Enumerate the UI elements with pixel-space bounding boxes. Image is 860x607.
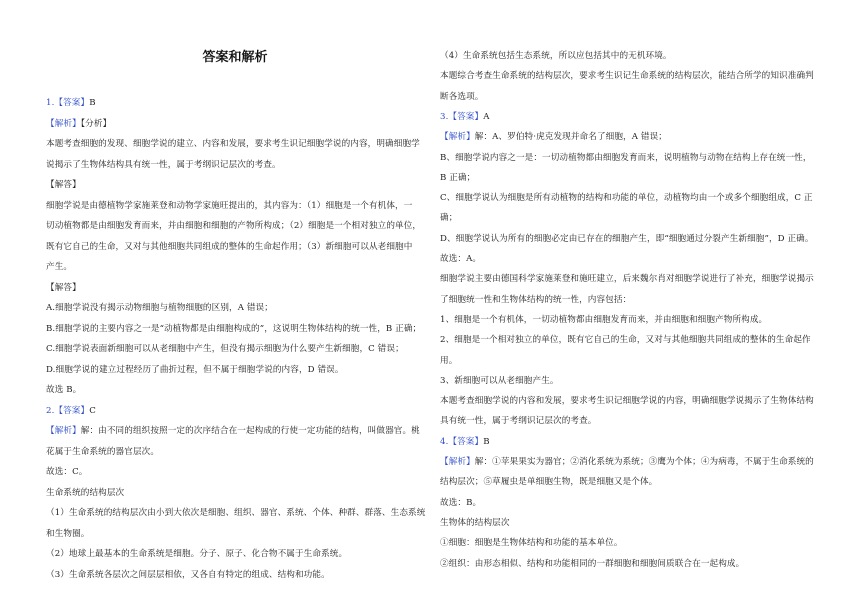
text-line <box>46 138 420 150</box>
line-text: 2、细胞是一个相对独立的单位，既有它自己的生命，又对与其他细胞共同组成的整体的生命起作 <box>440 335 811 346</box>
section-tag: 【答案】 <box>448 436 484 447</box>
text-line <box>46 384 81 396</box>
line-text: 结构层次；⑤草履虫是单细胞生物，既是细胞又是个体。 <box>440 477 658 488</box>
text-line <box>440 192 813 204</box>
section-tag: 【答案】 <box>54 405 90 416</box>
text-line <box>440 436 490 448</box>
text-line <box>440 476 657 488</box>
line-text: 故选：A。 <box>440 254 482 264</box>
text-line <box>440 537 623 549</box>
line-text: 故选 B。 <box>46 385 82 395</box>
text-line <box>46 405 96 417</box>
text-line <box>46 446 159 458</box>
line-text: C、细胞学说认为细胞是所有动植物的结构和功能的单位，动植物均由一个或多个细胞组成，C 正 <box>440 193 813 204</box>
text-line <box>46 569 330 581</box>
text-line <box>440 314 767 326</box>
text-line <box>440 517 510 529</box>
line-text: 既有它自己的生命，又对与其他细胞共同组成的整体的生命起作用；（3）新细胞可以从老细胞中 <box>46 241 413 252</box>
text-line <box>440 253 481 265</box>
text-line <box>440 111 490 123</box>
text-line <box>46 118 111 130</box>
page-title: 答案和解析 <box>202 50 268 65</box>
text-line <box>46 466 87 478</box>
text-line <box>46 200 412 212</box>
text-line <box>46 261 72 273</box>
question-number: 3. <box>440 111 449 122</box>
line-text: ①细胞：细胞是生物体结构和功能的基本单位。 <box>440 538 623 549</box>
line-text: （2）地球上最基本的生命系统是细胞。分子、原子、化合物不属于生命系统。 <box>46 549 348 559</box>
section-tag: 【答案】 <box>448 111 484 122</box>
text-line <box>440 70 814 82</box>
line-text: 和生物圈。 <box>46 528 90 539</box>
line-text: 具有统一性，属于考纲识记层次的考查。 <box>440 416 597 427</box>
line-text: 解：①苹果果实为器官；②消化系统为系统；③鹰为个体；④为病毒，不属于生命系统的 <box>474 457 814 467</box>
line-text: 花属于生命系统的器官层次。 <box>46 446 160 457</box>
line-text: 1、细胞是一个有机体，一切动植物都由细胞发育而来，并由细胞和细胞产物所构成。 <box>440 314 768 325</box>
line-text: B.细胞学说的主要内容之一是“动植物都是由细胞构成的”，这说明生物体结构的统一性，B 正确； <box>46 323 422 334</box>
line-text: D、细胞学说认为所有的细胞必定由已存在的细胞产生，即“细胞通过分裂产生新细胞”，D 正确。 <box>440 233 814 244</box>
line-text: C.细胞学说表面新细胞可以从老细胞中产生，但没有揭示细胞为什么要产生新细胞，C 错误； <box>46 344 404 354</box>
text-line <box>46 323 421 335</box>
text-line <box>440 50 672 62</box>
question-number: 2. <box>46 405 55 416</box>
line-text: 生物体的结构层次 <box>440 517 510 528</box>
question-number: 4. <box>440 436 449 447</box>
line-text: 确； <box>440 213 458 224</box>
text-line <box>46 97 96 109</box>
line-text: 【解答】 <box>46 180 81 190</box>
line-text: （3）生命系统各层次之间层层相依，又各自有特定的组成、结构和功能。 <box>46 569 330 580</box>
line-text: 【解答】 <box>46 282 81 293</box>
line-text: 细胞学说主要由德国科学家施莱登和施旺建立，后来魏尔肖对细胞学说进行了补充，细胞学说揭示 <box>440 274 814 285</box>
line-text: A <box>483 111 490 122</box>
line-text: 解：由不同的组织按照一定的次序结合在一起构成的行使一定功能的结构，叫做器官。桃 <box>80 426 420 436</box>
line-text: 本题综合考查生命系统的结构层次，要求考生识记生命系统的结构层次，能结合所学的知识准确判 <box>440 71 814 82</box>
line-text: 断各选项。 <box>440 91 484 102</box>
line-text: 【分析】 <box>80 118 112 129</box>
text-line <box>440 558 744 570</box>
text-line <box>440 172 475 184</box>
line-text: （1）生命系统的结构层次由小到大依次是细胞、组织、器官、系统、个体、种群、群落、生态系统 <box>46 508 426 518</box>
text-line <box>46 302 273 314</box>
line-text: 产生。 <box>46 262 73 272</box>
line-text: D.细胞学说的建立过程经历了曲折过程，但不属于细胞学说的内容，D 错误。 <box>46 364 344 375</box>
text-line <box>440 212 457 224</box>
text-line <box>440 152 812 164</box>
text-line <box>46 548 347 560</box>
text-line <box>46 159 281 171</box>
line-text: 3、新细胞可以从老细胞产生。 <box>440 375 559 386</box>
text-line <box>440 456 814 468</box>
line-text: 细胞学说是由德植物学家施莱登和动物学家施旺提出的，其内容为：（1）细胞是一个有机体，一 <box>46 200 413 211</box>
text-line <box>46 220 421 232</box>
line-text: B <box>89 98 96 108</box>
question-number: 1. <box>46 98 55 108</box>
text-line <box>46 241 412 253</box>
line-text: C <box>89 405 96 416</box>
text-line <box>440 233 814 245</box>
line-text: 了细胞统一性和生物体结构的统一性，内容包括： <box>440 294 632 305</box>
text-line <box>46 282 81 294</box>
text-line <box>440 273 814 285</box>
line-text: B 正确； <box>440 172 476 183</box>
line-text: ②组织：由形态相似、结构和功能相同的一群细胞和细胞间质联合在一起构成。 <box>440 558 745 569</box>
text-line <box>440 355 457 367</box>
text-line <box>46 528 89 540</box>
text-line <box>46 507 425 519</box>
text-line <box>440 375 559 387</box>
line-text: 故选：B。 <box>440 497 482 508</box>
section-tag: 【解析】 <box>440 457 475 467</box>
line-text: 说揭示了生物体结构具有统一性，属于考纲识记层次的考查。 <box>46 159 281 170</box>
text-line <box>440 395 814 407</box>
text-line <box>46 364 344 376</box>
line-text: 解：A、罗伯特·虎克发现并命名了细胞，A 错误； <box>474 132 667 143</box>
text-line <box>46 487 124 499</box>
text-line <box>46 179 81 191</box>
line-text: B <box>483 436 490 447</box>
text-line <box>440 497 481 509</box>
text-line <box>46 425 420 437</box>
section-tag: 【解析】 <box>46 426 81 436</box>
line-text: 用。 <box>440 355 458 366</box>
line-text: （4）生命系统包括生态系统，所以应包括其中的无机环境。 <box>440 51 672 61</box>
text-line <box>46 343 404 355</box>
line-text: 本题考查细胞的发现、细胞学说的建立、内容和发展，要求考生识记细胞学说的内容，明确细胞学 <box>46 139 420 149</box>
line-text: 切动植物都是由细胞发育而来，并由细胞和细胞的产物所构成；（2）细胞是一个相对独立的单位， <box>46 221 422 231</box>
line-text: 本题考查细胞学说的内容和发展，要求考生识记细胞学说的内容，明确细胞学说揭示了生物体结构 <box>440 396 814 407</box>
line-text: A.细胞学说没有揭示动物细胞与植物细胞的区别，A 错误； <box>46 303 273 313</box>
text-line <box>440 294 631 306</box>
line-text: 故选：C。 <box>46 467 88 477</box>
section-tag: 【答案】 <box>54 98 90 108</box>
section-tag: 【解析】 <box>440 132 475 143</box>
section-tag: 【解析】 <box>46 118 81 129</box>
text-line <box>440 334 811 346</box>
text-line <box>440 91 483 103</box>
line-text: B、细胞学说内容之一是：一切动植物都由细胞发育而来，说明植物与动物在结构上存在统一性， <box>440 152 812 163</box>
text-line <box>440 131 667 143</box>
line-text: 生命系统的结构层次 <box>46 487 125 498</box>
text-line <box>440 415 597 427</box>
